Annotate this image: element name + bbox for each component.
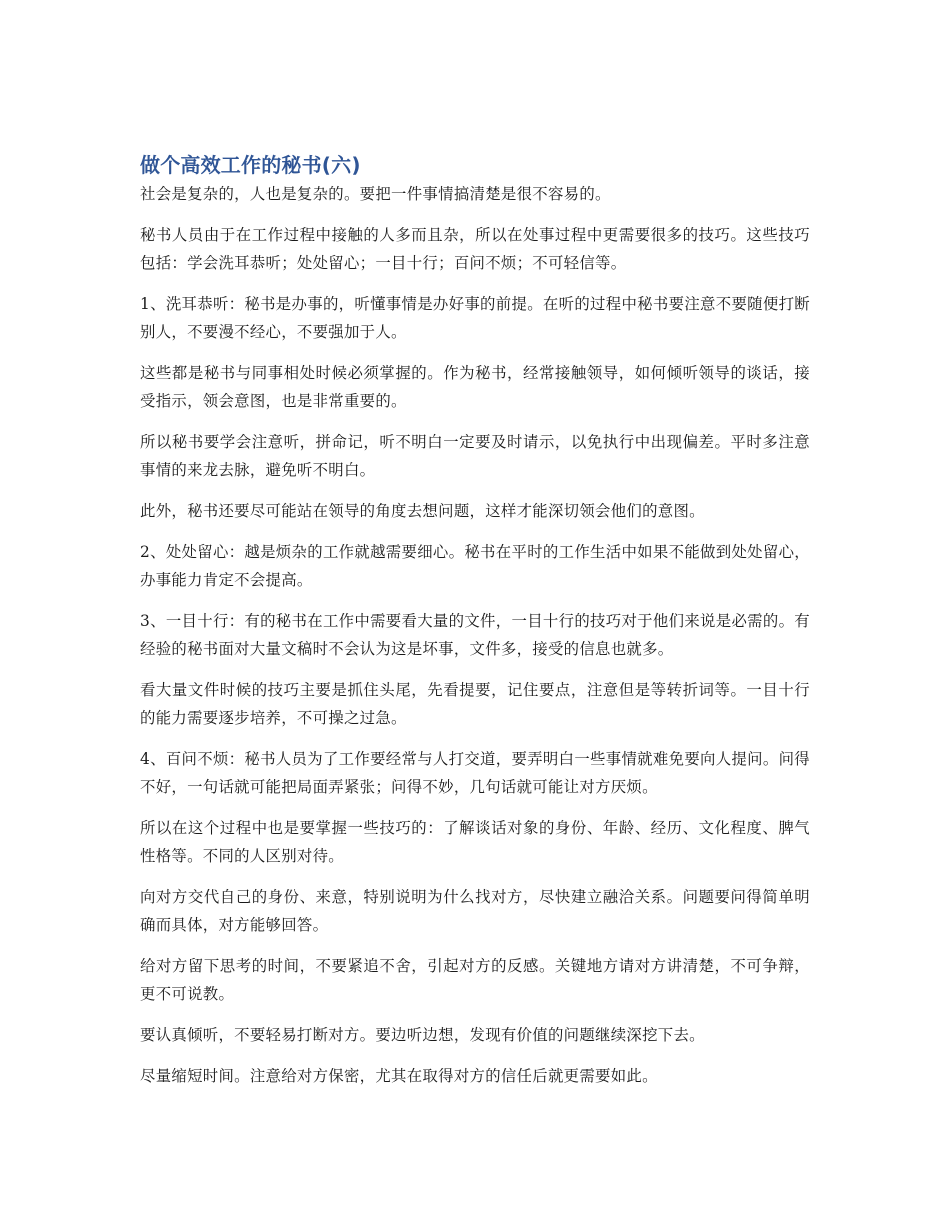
paragraph-7: 2、处处留心：越是烦杂的工作就越需要细心。秘书在平时的工作生活中如果不能做到处处留心，办事能力肯定不会提高。 [140, 543, 810, 589]
paragraph-15: 尽量缩短时间。注意给对方保密，尤其在取得对方的信任后就更需要如此。 [140, 1067, 658, 1085]
document-page [140, 150, 810, 1090]
paragraph-2: 秘书人员由于在工作过程中接触的人多而且杂，所以在处事过程中更需要很多的技巧。这些技巧包括：学会洗耳恭听；处处留心；一目十行；百问不烦；不可轻信等。 [140, 226, 810, 272]
paragraph-11: 所以在这个过程中也是要掌握一些技巧的：了解谈话对象的身份、年龄、经历、文化程度、脾气性格等。不同的人区别对待。 [140, 819, 810, 865]
document-title: 做个高效工作的秘书(六) [140, 153, 361, 177]
paragraph-8: 3、一目十行：有的秘书在工作中需要看大量的文件，一目十行的技巧对于他们来说是必需的。有经验的秘书面对大量文稿时不会认为这是坏事，文件多，接受的信息也就多。 [140, 612, 810, 658]
paragraph-14: 要认真倾听，不要轻易打断对方。要边听边想，发现有价值的问题继续深挖下去。 [140, 1026, 705, 1044]
paragraph-10: 4、百问不烦：秘书人员为了工作要经常与人打交道，要弄明白一些事情就难免要向人提问。问得不好，一句话就可能把局面弄紧张；问得不妙，几句话就可能让对方厌烦。 [140, 750, 810, 796]
paragraph-1: 社会是复杂的，人也是复杂的。要把一件事情搞清楚是很不容易的。 [140, 185, 611, 203]
paragraph-9: 看大量文件时候的技巧主要是抓住头尾，先看提要，记住要点，注意但是等转折词等。一目十行的能力需要逐步培养，不可操之过急。 [140, 681, 810, 727]
paragraph-3: 1、洗耳恭听：秘书是办事的，听懂事情是办好事的前提。在听的过程中秘书要注意不要随便打断别人，不要漫不经心，不要强加于人。 [140, 295, 810, 341]
paragraph-4: 这些都是秘书与同事相处时候必须掌握的。作为秘书，经常接触领导，如何倾听领导的谈话，接受指示，领会意图，也是非常重要的。 [140, 364, 810, 410]
paragraph-13: 给对方留下思考的时间，不要紧追不舍，引起对方的反感。关键地方请对方讲清楚，不可争辩，更不可说教。 [140, 957, 810, 1003]
paragraph-6: 此外，秘书还要尽可能站在领导的角度去想问题，这样才能深切领会他们的意图。 [140, 502, 705, 520]
paragraph-12: 向对方交代自己的身份、来意，特别说明为什么找对方，尽快建立融洽关系。问题要问得简单明确而具体，对方能够回答。 [140, 888, 810, 934]
paragraph-5: 所以秘书要学会注意听，拼命记，听不明白一定要及时请示，以免执行中出现偏差。平时多注意事情的来龙去脉，避免听不明白。 [140, 433, 810, 479]
